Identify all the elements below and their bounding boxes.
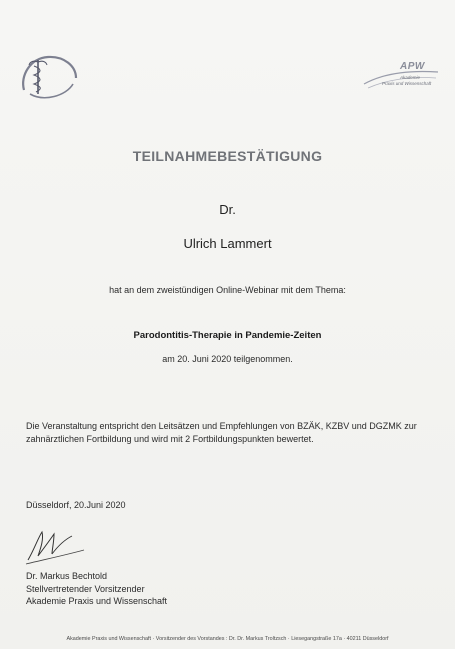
page-footer: Akademie Praxis und Wissenschaft · Vorsitzender des Vorstandes : Dr. Dr. Markus Troltzsch · Liesegangstraße 17a · 40211 Düsseldorf	[66, 636, 389, 642]
apw-brand-text: APW	[400, 61, 425, 72]
statement-line-1: Die Veranstaltung entspricht den Leitsätzen und Empfehlungen von BZÄK, KZBV und DGZMK zur	[26, 421, 417, 431]
apw-logo	[362, 58, 440, 92]
signatory-role: Stellvertretender Vorsitzender	[26, 583, 145, 594]
handwritten-signature	[22, 520, 92, 568]
recipient-name: Ulrich Lammert	[183, 236, 272, 251]
apw-subtitle-2: Praxis und Wissenschaft	[382, 81, 432, 86]
signatory-name: Dr. Markus Bechtold	[26, 571, 108, 581]
place-and-date: Düsseldorf, 20.Juni 2020	[26, 500, 126, 510]
intro-text: hat an dem zweistündigen Online-Webinar mit dem Thema:	[109, 285, 346, 295]
signature-icon	[22, 520, 92, 568]
signatory-block	[26, 570, 167, 608]
accreditation-statement	[26, 420, 436, 446]
dgzmk-seal-icon	[16, 52, 80, 102]
apw-subtitle-1: Akademie	[400, 75, 421, 80]
attendance-date: am 20. Juni 2020 teilgenommen.	[162, 354, 293, 364]
statement-line-2: zahnärztlichen Fortbildung und wird mit 2 Fortbildungspunkten bewertet.	[26, 434, 314, 444]
webinar-topic: Parodontitis-Therapie in Pandemie-Zeiten	[133, 330, 322, 341]
signatory-organization: Akademie Praxis und Wissenschaft	[26, 596, 168, 606]
certificate-title: TEILNAHMEBESTÄTIGUNG	[132, 148, 323, 164]
dgzmk-logo	[16, 52, 80, 102]
recipient-title: Dr.	[219, 202, 236, 217]
